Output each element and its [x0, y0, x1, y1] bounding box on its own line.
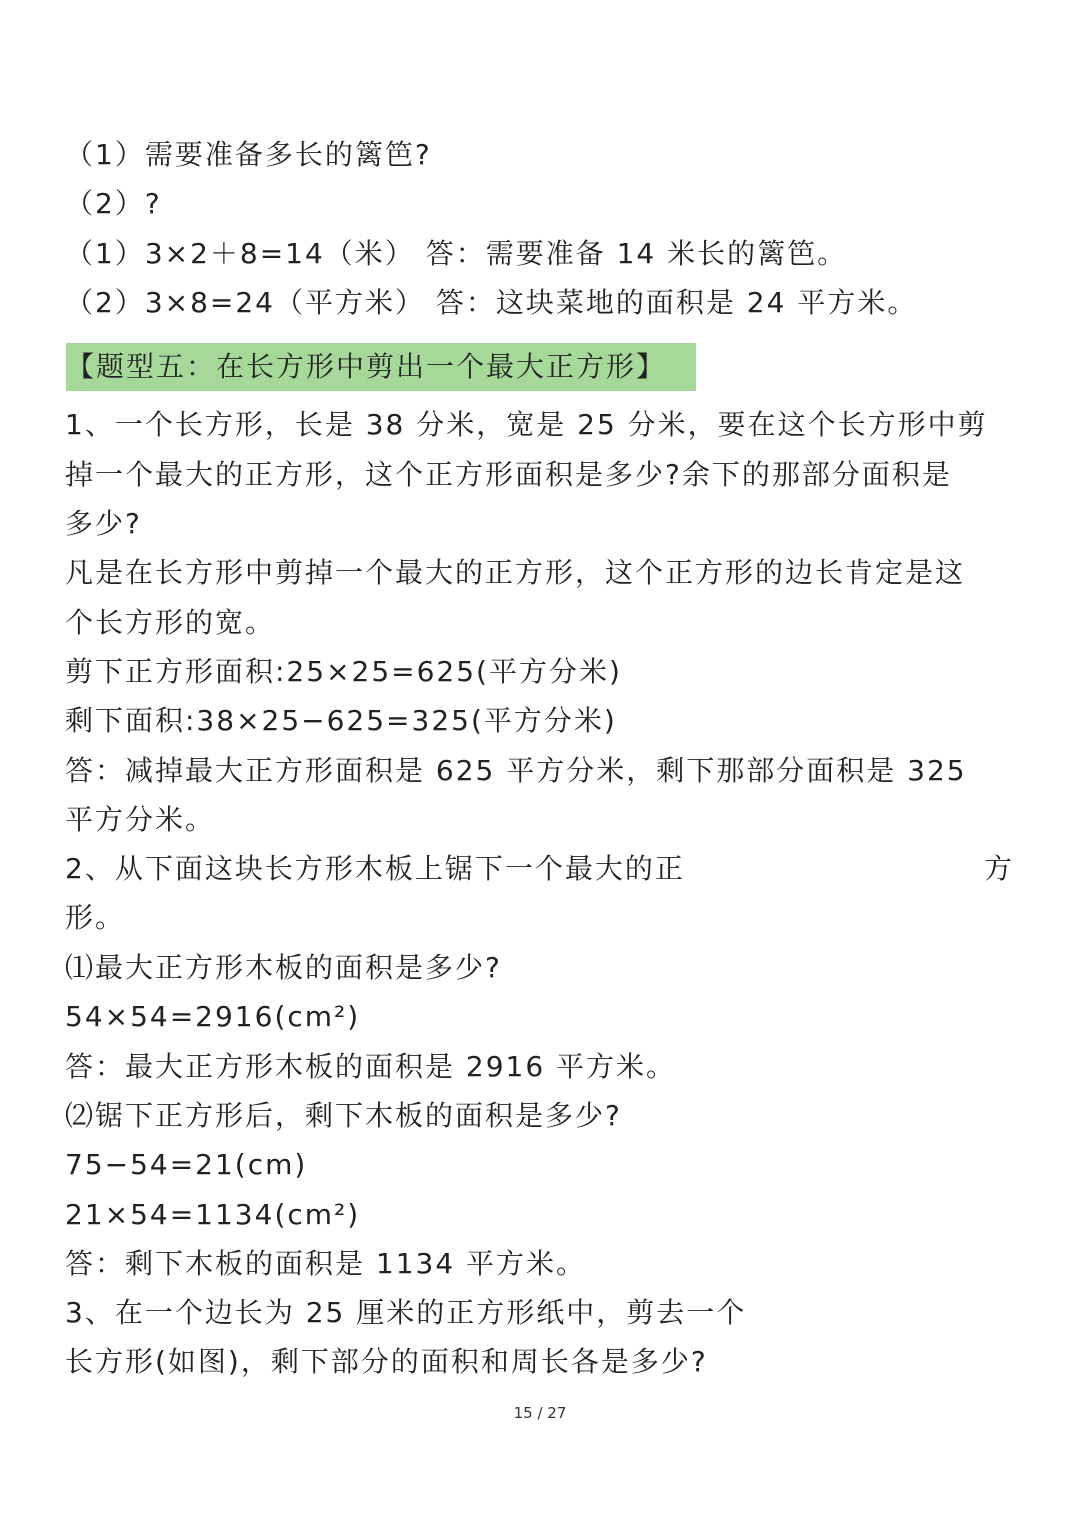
- problem-2-calc-2: 75−54=21(cm): [65, 1148, 308, 1181]
- problem-2-line-2: 形。: [65, 901, 126, 934]
- problem-2-calc-3: 21×54=1134(cm²): [65, 1198, 361, 1231]
- problem-2-subquestion-2: ⑵锯下正方形后，剩下木板的面积是多少?: [65, 1099, 622, 1132]
- answer-2-text: （2）3×8=24（平方米） 答：这块菜地的面积是 24 平方米。: [65, 286, 918, 319]
- problem-2-calc-1: 54×54=2916(cm²): [65, 1000, 361, 1033]
- problem-2-line-1: 2、从下面这块长方形木板上锯下一个最大的正: [65, 852, 685, 885]
- problem-1-line-3: 多少?: [65, 507, 142, 540]
- calculation-remaining-area: 剩下面积:38×25−625=325(平方分米): [65, 704, 617, 737]
- calculation-cut-area: 剪下正方形面积:25×25=625(平方分米): [65, 655, 622, 688]
- problem-2-line-1-tail: 方: [984, 852, 1013, 885]
- problem-1-line-2: 掉一个最大的正方形，这个正方形面积是多少?余下的那部分面积是: [65, 458, 952, 491]
- problem-3-line-1: 3、在一个边长为 25 厘米的正方形纸中，剪去一个: [65, 1296, 747, 1329]
- problem-2-answer-1: 答：最大正方形木板的面积是 2916 平方米。: [65, 1050, 677, 1083]
- problem-1-line-1: 1、一个长方形，长是 38 分米，宽是 25 分米，要在这个长方形中剪: [65, 408, 988, 441]
- problem-1-answer-line-1: 答：减掉最大正方形面积是 625 平方分米，剩下那部分面积是 325: [65, 754, 967, 787]
- question-1-text: （1）需要准备多长的篱笆?: [65, 138, 432, 171]
- section-heading: 【题型五：在长方形中剪出一个最大正方形】: [66, 343, 696, 391]
- question-2-text: （2）?: [65, 187, 162, 220]
- page-number: 15 / 27: [513, 1404, 567, 1422]
- problem-3-line-2: 长方形(如图)，剩下部分的面积和周长各是多少?: [65, 1345, 708, 1378]
- problem-2-answer-2: 答：剩下木板的面积是 1134 平方米。: [65, 1247, 587, 1280]
- problem-1-answer-line-2: 平方分米。: [65, 803, 216, 836]
- explanation-line-1: 凡是在长方形中剪掉一个最大的正方形，这个正方形的边长肯定是这: [65, 556, 966, 589]
- problem-2-subquestion-1: ⑴最大正方形木板的面积是多少?: [65, 951, 502, 984]
- explanation-line-2: 个长方形的宽。: [65, 606, 276, 639]
- answer-1-text: （1）3×2＋8=14（米） 答：需要准备 14 米长的篱笆。: [65, 237, 848, 270]
